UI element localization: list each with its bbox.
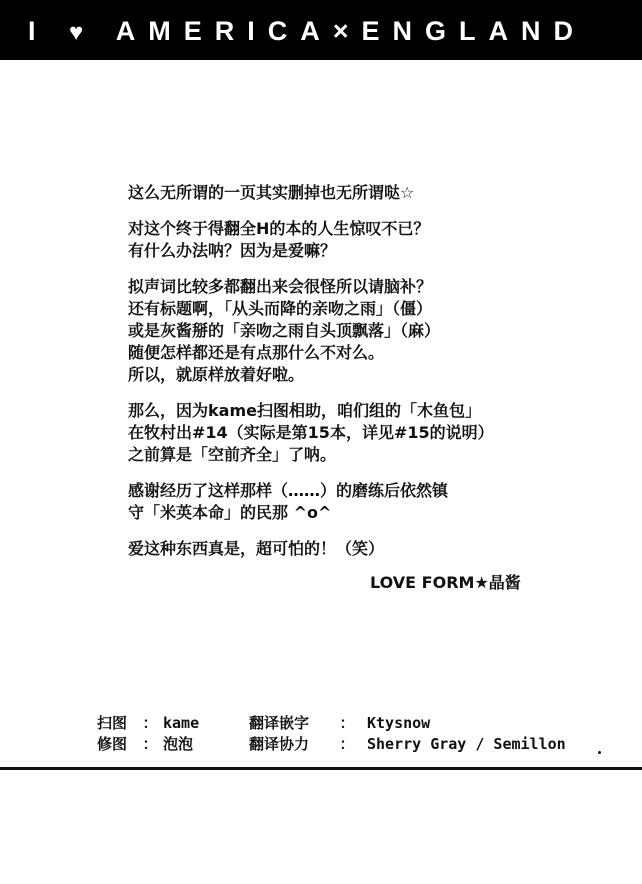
credit-label: 修图: [97, 735, 128, 753]
text-line: 在牧村出#14（实际是第15本，详见#15的说明）: [128, 423, 494, 442]
text-line: 对这个终于得翻全H的本的人生惊叹不已？: [128, 219, 430, 238]
text-line: 感谢经历了这样那样（……）的磨练后依然镇: [128, 481, 449, 500]
credits: [97, 713, 566, 755]
text-line: 有什么办法呐？因为是爱嘛？: [128, 241, 337, 260]
credit-value: kame: [163, 714, 200, 732]
text-line: 还有标题啊，「从头而降的亲吻之雨」（僵）: [128, 299, 433, 318]
paragraph: [128, 538, 548, 560]
credit-colon: ：: [339, 735, 355, 753]
ink-dot: [598, 751, 601, 754]
text-line: 随便怎样都还是有点那什么不对么。: [128, 343, 385, 362]
text-line: 爱这种东西真是，超可怕的！（笑）: [128, 539, 385, 558]
text-line: 之前算是「空前齐全」了呐。: [128, 445, 337, 464]
heart-icon: ♥: [69, 19, 97, 46]
text-line: 拟声词比较多都翻出来会很怪所以请脑补？: [128, 277, 433, 296]
credit-value: Sherry Gray / Semillon: [367, 735, 566, 753]
credit-row: [97, 734, 566, 755]
paragraph: [128, 480, 548, 524]
credit-value: Ktysnow: [367, 714, 431, 732]
credit-colon: ：: [142, 714, 158, 732]
text-line: 守「米英本命」的民那 ^o^: [128, 503, 332, 522]
text-line: 那么，因为kame扫图相助，咱们组的「木鱼包」: [128, 401, 481, 420]
header-left: I: [28, 16, 49, 46]
credit-value: 泡泡: [163, 735, 194, 753]
header-right: AMERICA×ENGLAND: [115, 16, 587, 46]
text-line: 或是灰酱掰的「亲吻之雨自头顶飘落」（麻）: [128, 321, 441, 340]
credit-colon: ：: [339, 714, 355, 732]
divider: [0, 767, 642, 770]
text-line: 这么无所谓的一页其实删掉也无所谓哒☆: [128, 183, 415, 202]
text-line: 所以，就原样放着好啦。: [128, 365, 305, 384]
note-body: [128, 182, 548, 574]
credit-colon: ：: [142, 735, 158, 753]
paragraph: [128, 182, 548, 204]
header-bar: [0, 0, 642, 60]
header-title: [28, 14, 586, 50]
paragraph: [128, 276, 548, 386]
credit-label: 翻译嵌字: [249, 714, 310, 732]
credit-label: 翻译协力: [249, 735, 310, 753]
paragraph: [128, 218, 548, 262]
credit-row: [97, 713, 566, 734]
signature: LOVE FORM★晶酱: [370, 573, 521, 592]
credit-label: 扫图: [97, 714, 128, 732]
paragraph: [128, 400, 548, 466]
